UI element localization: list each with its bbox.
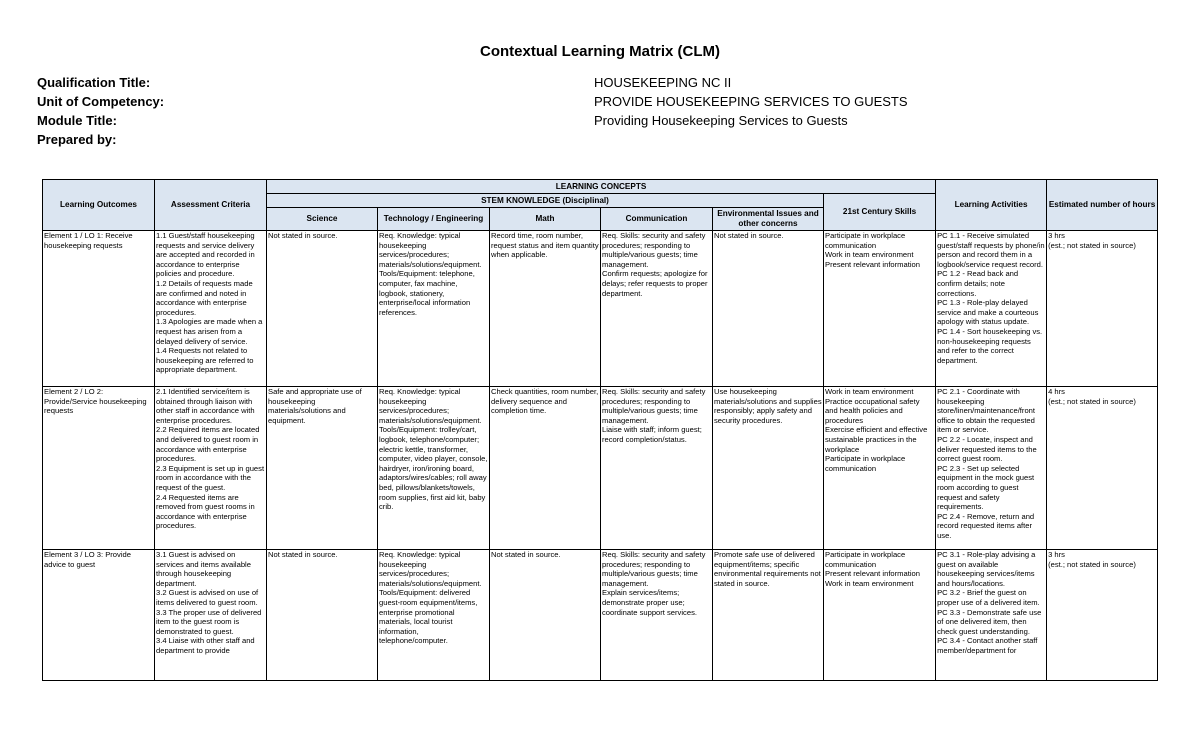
technology-cell: Req. Knowledge: typical housekeeping services/procedures; materials/solutions/equipment. Tools/Equipment: delivered guest-room equipment/items, enterprise promotional materials, local tourist information, telephone/computer. <box>378 550 490 681</box>
table-row <box>43 550 1158 681</box>
estimated-hours-cell: 3 hrs (est.; not stated in source) <box>1047 550 1158 681</box>
header-environmental-issues: Environmental Issues and other concerns <box>713 208 824 231</box>
century-skills-cell: Participate in workplace communication Work in team environment Present relevant information <box>824 231 936 387</box>
header-math: Math <box>490 208 601 231</box>
assessment-criteria-cell: 1.1 Guest/staff housekeeping requests and service delivery are accepted and recorded in accordance to enterprise policies and procedure. 1.2 Details of requests made are confirmed and noted in accordance with enterprise procedures. 1.3 Apologies are made when a request has arisen from a delayed delivery of service. 1.4 Requests not related to housekeeping are referred to appropriate department. <box>155 231 267 387</box>
math-cell: Record time, room number, request status and item quantity when applicable. <box>490 231 601 387</box>
learning-outcome-cell: Element 2 / LO 2: Provide/Service housekeeping requests <box>43 387 155 550</box>
header-assessment-criteria: Assessment Criteria <box>155 180 267 231</box>
century-skills-cell: Participate in workplace communication Present relevant information Work in team environment <box>824 550 936 681</box>
environmental-cell: Not stated in source. <box>713 231 824 387</box>
header-stem-knowledge: STEM KNOWLEDGE (Disciplinal) <box>267 194 824 208</box>
communication-cell: Req. Skills: security and safety procedures; responding to multiple/various guests; time management. Confirm requests; apologize for delays; refer requests to proper department. <box>601 231 713 387</box>
header-learning-activities: Learning Activities <box>936 180 1047 231</box>
technology-cell: Req. Knowledge: typical housekeeping services/procedures; materials/solutions/equipment. Tools/Equipment: telephone, computer, fax machine, logbook, stationery, enterprise/local information references. <box>378 231 490 387</box>
header-learning-outcomes: Learning Outcomes <box>43 180 155 231</box>
learning-outcome-cell: Element 3 / LO 3: Provide advice to guest <box>43 550 155 681</box>
qualification-label: Qualification Title: <box>37 75 151 90</box>
learning-activities-cell: PC 1.1 - Receive simulated guest/staff requests by phone/in person and record them in a logbook/service request record. PC 1.2 - Read back and confirm details; note corrections. PC 1.3 - Role-play delayed service and make a courteous apology with status update. PC 1.4 - Sort housekeeping vs. non-housekeeping requests and refer to the correct department. <box>936 231 1047 387</box>
science-cell: Safe and appropriate use of housekeeping materials/solutions and equipment. <box>267 387 378 550</box>
learning-activities-cell: PC 2.1 - Coordinate with housekeeping store/linen/maintenance/front office to obtain the requested item or service. PC 2.2 - Locate, inspect and deliver requested items to the correct guest room. PC 2.3 - Set up selected equipment in the mock guest room according to guest request and safety requirements. PC 2.4 - Remove, return and record requested items after use. <box>936 387 1047 550</box>
module-title-value: Providing Housekeeping Services to Guests <box>594 113 848 128</box>
clm-table <box>42 179 1158 681</box>
header-learning-concepts: LEARNING CONCEPTS <box>267 180 936 194</box>
math-cell: Not stated in source. <box>490 550 601 681</box>
unit-of-competency-label: Unit of Competency: <box>37 94 165 109</box>
learning-activities-cell: PC 3.1 - Role-play advising a guest on available housekeeping services/items and hours/locations. PC 3.2 - Brief the guest on proper use of a delivered item. PC 3.3 - Demonstrate safe use of one delivered item, then check guest understanding. PC 3.4 - Contact another staff member/department for <box>936 550 1047 681</box>
table-row <box>43 387 1158 550</box>
qualification-value: HOUSEKEEPING NC II <box>594 75 732 90</box>
communication-cell: Req. Skills: security and safety procedures; responding to multiple/various guests; time management. Explain services/items; demonstrate proper use; coordinate support services. <box>601 550 713 681</box>
assessment-criteria-cell: 2.1 Identified service/item is obtained through liaison with other staff in accordance with enterprise procedures. 2.2 Required items are located and delivered to guest room in accordance with enterprise procedures. 2.3 Equipment is set up in guest room in accordance with the request of the guest. 2.4 Requested items are removed from guest rooms in accordance with enterprise procedures. <box>155 387 267 550</box>
header-communication: Communication <box>601 208 713 231</box>
science-cell: Not stated in source. <box>267 550 378 681</box>
assessment-criteria-cell: 3.1 Guest is advised on services and items available through housekeeping department. 3.2 Guest is advised on use of items delivered to guest room. 3.3 The proper use of delivered item to the guest room is demonstrated to guest. 3.4 Liaise with other staff and department to provide <box>155 550 267 681</box>
estimated-hours-cell: 4 hrs (est.; not stated in source) <box>1047 387 1158 550</box>
century-skills-cell: Work in team environment Practice occupational safety and health policies and procedures Exercise efficient and effective sustainable practices in the workplace Participate in workplace communication <box>824 387 936 550</box>
header-science: Science <box>267 208 378 231</box>
header-technology-engineering: Technology / Engineering <box>378 208 490 231</box>
learning-outcome-cell: Element 1 / LO 1: Receive housekeeping requests <box>43 231 155 387</box>
estimated-hours-cell: 3 hrs (est.; not stated in source) <box>1047 231 1158 387</box>
header-estimated-hours: Estimated number of hours <box>1047 180 1158 231</box>
document-title: Contextual Learning Matrix (CLM) <box>479 43 720 60</box>
module-title-label: Module Title: <box>37 113 117 128</box>
prepared-by-label: Prepared by: <box>37 132 117 147</box>
header-21st-century-skills: 21st Century Skills <box>824 194 936 231</box>
environmental-cell: Promote safe use of delivered equipment/items; specific environmental requirements not stated in source. <box>713 550 824 681</box>
environmental-cell: Use housekeeping materials/solutions and supplies responsibly; apply safety and security procedures. <box>713 387 824 550</box>
math-cell: Check quantities, room number, delivery sequence and completion time. <box>490 387 601 550</box>
technology-cell: Req. Knowledge: typical housekeeping services/procedures; materials/solutions/equipment. Tools/Equipment: trolley/cart, logbook, telephone/computer; electric kettle, transformer, computer, video player, console, hairdryer, iron/ironing board, adaptors/wires/cables; roll away bed, pillows/blankets/towels, room supplies, first aid kit, baby crib. <box>378 387 490 550</box>
science-cell: Not stated in source. <box>267 231 378 387</box>
table-row <box>43 231 1158 387</box>
communication-cell: Req. Skills: security and safety procedures; responding to multiple/various guests; time management. Liaise with staff; inform guest; record completion/status. <box>601 387 713 550</box>
unit-of-competency-value: PROVIDE HOUSEKEEPING SERVICES TO GUESTS <box>594 94 908 109</box>
